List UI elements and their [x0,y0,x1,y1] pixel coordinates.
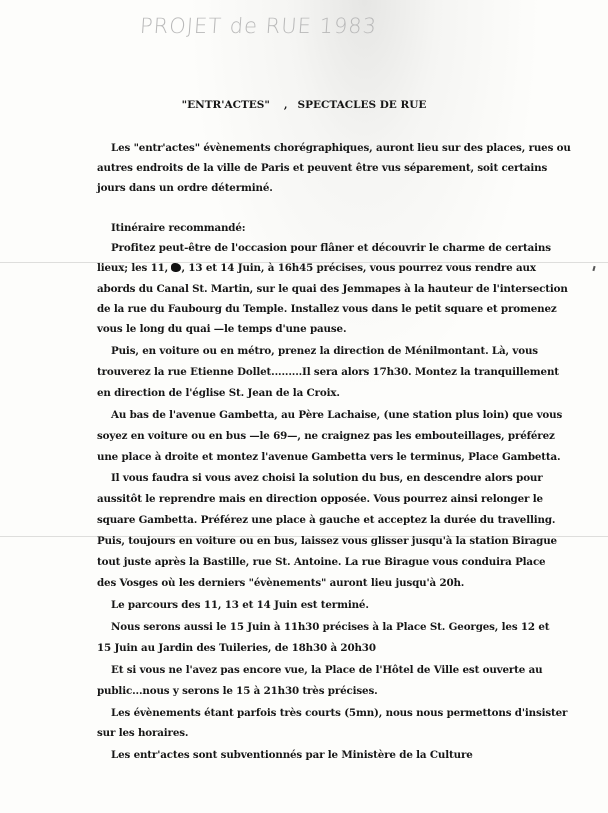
text-line: sur les horaires. [97,727,189,739]
text-line: Profitez peut-être de l'occasion pour flâner et découvrir le charme de certains [111,242,551,254]
text-line: Et si vous ne l'avez pas encore vue, la Place de l'Hôtel de Ville est ouverte au [111,664,543,676]
section-heading: Itinéraire recommandé: [111,222,246,234]
text-line: une place à droite et montez l'avenue Gambetta vers le terminus, Place Gambetta. [97,451,561,463]
text-line: aussitôt le reprendre mais en direction opposée. Vous pourrez ainsi relonger le [97,493,543,505]
text-line: en direction de l'église St. Jean de la Croix. [97,387,340,399]
text-fragment: , 13 et 14 Juin, à 16h45 précises, vous pourrez vous rendre aux [181,262,536,274]
title-left: "ENTR'ACTES" [181,99,270,111]
text-fragment: lieux; les 11, [97,262,172,274]
text-line: 15 Juin au Jardin des Tuileries, de 18h30 à 20h30 [97,642,376,654]
text-line: square Gambetta. Préférez une place à gauche et acceptez la durée du travelling. [97,514,556,526]
document-title [0,99,608,111]
text-line: Le parcours des 11, 13 et 14 Juin est terminé. [111,599,369,611]
text-line: soyez en voiture ou en bus —le 69—, ne craignez pas les embouteillages, préférez [97,430,555,442]
text-line: Les entr'actes sont subventionnés par le Ministère de la Culture [111,749,473,761]
text-line [97,262,536,275]
text-line: public...nous y serons le 15 à 21h30 très précises. [97,685,378,697]
title-right: SPECTACLES DE RUE [297,99,427,111]
title-separator: , [283,99,288,111]
text-line: tout juste après la Bastille, rue St. Antoine. La rue Birague vous conduira Place [97,556,546,568]
text-line: Puis, toujours en voiture ou en bus, laissez vous glisser jusqu'à la station Birague [97,535,557,547]
handwritten-note: PROJET de RUE 1983 [139,14,378,38]
text-line: abords du Canal St. Martin, sur le quai des Jemmapes à la hauteur de l'intersection [97,283,568,295]
text-line: Il vous faudra si vous avez choisi la solution du bus, en descendre alors pour [111,472,543,484]
text-line: Au bas de l'avenue Gambetta, au Père Lachaise, (une station plus loin) que vous [111,409,563,421]
ink-smudge [171,263,181,272]
text-line: Nous serons aussi le 15 Juin à 11h30 précises à la Place St. Georges, les 12 et [111,621,550,633]
text-line: jours dans un ordre déterminé. [97,182,273,194]
text-line: Puis, en voiture ou en métro, prenez la direction de Ménilmontant. Là, vous [111,345,538,357]
text-line: Les "entr'actes" évènements chorégraphiques, auront lieu sur des places, rues ou [111,142,571,154]
text-line: de la rue du Faubourg du Temple. Installez vous dans le petit square et promenez [97,303,557,315]
text-line: des Vosges où les derniers "évènements" auront lieu jusqu'à 20h. [97,577,465,589]
text-line: autres endroits de la ville de Paris et peuvent être vus séparement, soit certains [97,162,548,174]
text-line: vous le long du quai —le temps d'une pause. [97,323,347,335]
text-line: trouverez la rue Etienne Dollet.........Il sera alors 17h30. Montez la tranquillement [97,366,559,378]
text-line: Les évènements étant parfois très courts (5mn), nous nous permettons d'insister [111,707,568,719]
pen-mark [592,266,595,271]
